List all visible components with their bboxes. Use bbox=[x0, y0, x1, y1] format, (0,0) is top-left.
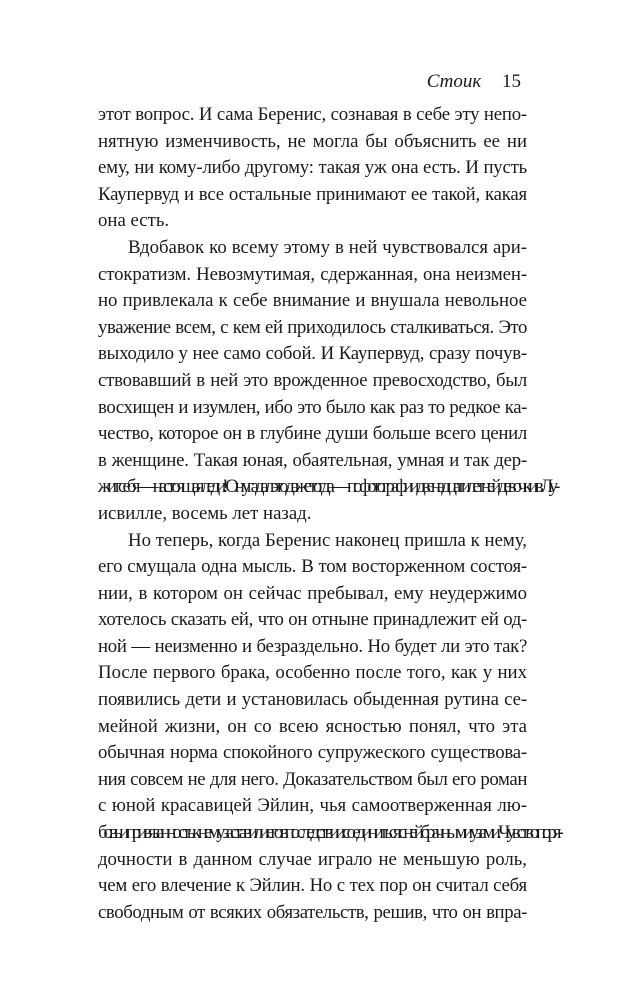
text-line: нии, в котором он сейчас пребывал, ему неудержимо bbox=[98, 582, 527, 604]
text-line: в женщине. Такая юная, обаятельная, умная и так дер- bbox=[98, 449, 527, 471]
running-head bbox=[427, 70, 521, 94]
text-line: восхищен и изумлен, ибо это было как раз то редкое ка- bbox=[98, 396, 527, 418]
text-line: уважение всем, с кем ей приходилось сталкиваться. Это bbox=[98, 316, 527, 338]
text-line: свободным от всяких обязательств, решив, что он впра- bbox=[98, 901, 527, 923]
text-line: хотелось сказать ей, что он отныне принадлежит ей од- bbox=[98, 609, 527, 631]
text-line: Каупервуд и все остальные принимают ее такой, какая bbox=[98, 183, 527, 205]
body-text bbox=[98, 102, 560, 926]
text-line: ной — неизменно и безраздельно. Но будет ли это так? bbox=[98, 635, 527, 657]
text-line: дочности в данном случае играло не меньшую роль, bbox=[98, 848, 527, 870]
text-line: жит себя — настоящая леди! Он угадал это даже тогда — по фотографии двенадцатилетней девочки в Лу- bbox=[98, 476, 557, 498]
text-line: Вдобавок ко всему этому в ней чувствовался ари- bbox=[128, 236, 527, 258]
text-line: появились дети и установилась обыденная рутина се- bbox=[98, 689, 527, 711]
text-line: бовь и привязанность к нему заставили его впоследствии соединиться с ней брачными узами. Чувство поря- bbox=[98, 822, 560, 844]
text-line: его смущала одна мысль. В том восторженном состоя- bbox=[98, 556, 527, 578]
text-line: чество, которое он в глубине души больше всего ценил bbox=[98, 423, 527, 445]
text-line: ния совсем не для него. Доказательством был его роман bbox=[98, 768, 527, 790]
text-line: но привлекала к себе внимание и внушала невольное bbox=[98, 290, 527, 312]
text-line: ствовавший в ней это врожденное превосходство, был bbox=[98, 369, 527, 391]
text-line: чем его влечение к Эйлин. Но с тех пор он считал себя bbox=[98, 875, 527, 897]
page-number: 15 bbox=[502, 71, 521, 92]
text-line: этот вопрос. И сама Беренис, сознавая в себе эту непо- bbox=[98, 104, 527, 125]
text-line: она есть. bbox=[98, 210, 170, 232]
text-line: ему, ни кому-либо другому: такая уж она есть. И пусть bbox=[98, 157, 527, 179]
text-line: исвилле, восемь лет назад. bbox=[98, 502, 312, 524]
text-line: нятную изменчивость, не могла бы объяснить ее ни bbox=[98, 130, 527, 152]
text-line: с юной красавицей Эйлин, чья самоотверженная лю- bbox=[98, 795, 527, 817]
text-line: После первого брака, особенно после того, как у них bbox=[98, 662, 527, 684]
text-line: стократизм. Невозмутимая, сдержанная, она неизмен- bbox=[98, 263, 527, 285]
running-title: Стоик bbox=[426, 71, 482, 92]
text-line: Но теперь, когда Беренис наконец пришла к нему, bbox=[128, 529, 527, 551]
text-line: обычная норма спокойного супружеского существова- bbox=[98, 742, 527, 764]
text-line: мейной жизни, он со всею ясностью понял, что эта bbox=[98, 715, 527, 737]
text-line: выходило у нее само собой. И Каупервуд, сразу почув- bbox=[98, 343, 527, 365]
